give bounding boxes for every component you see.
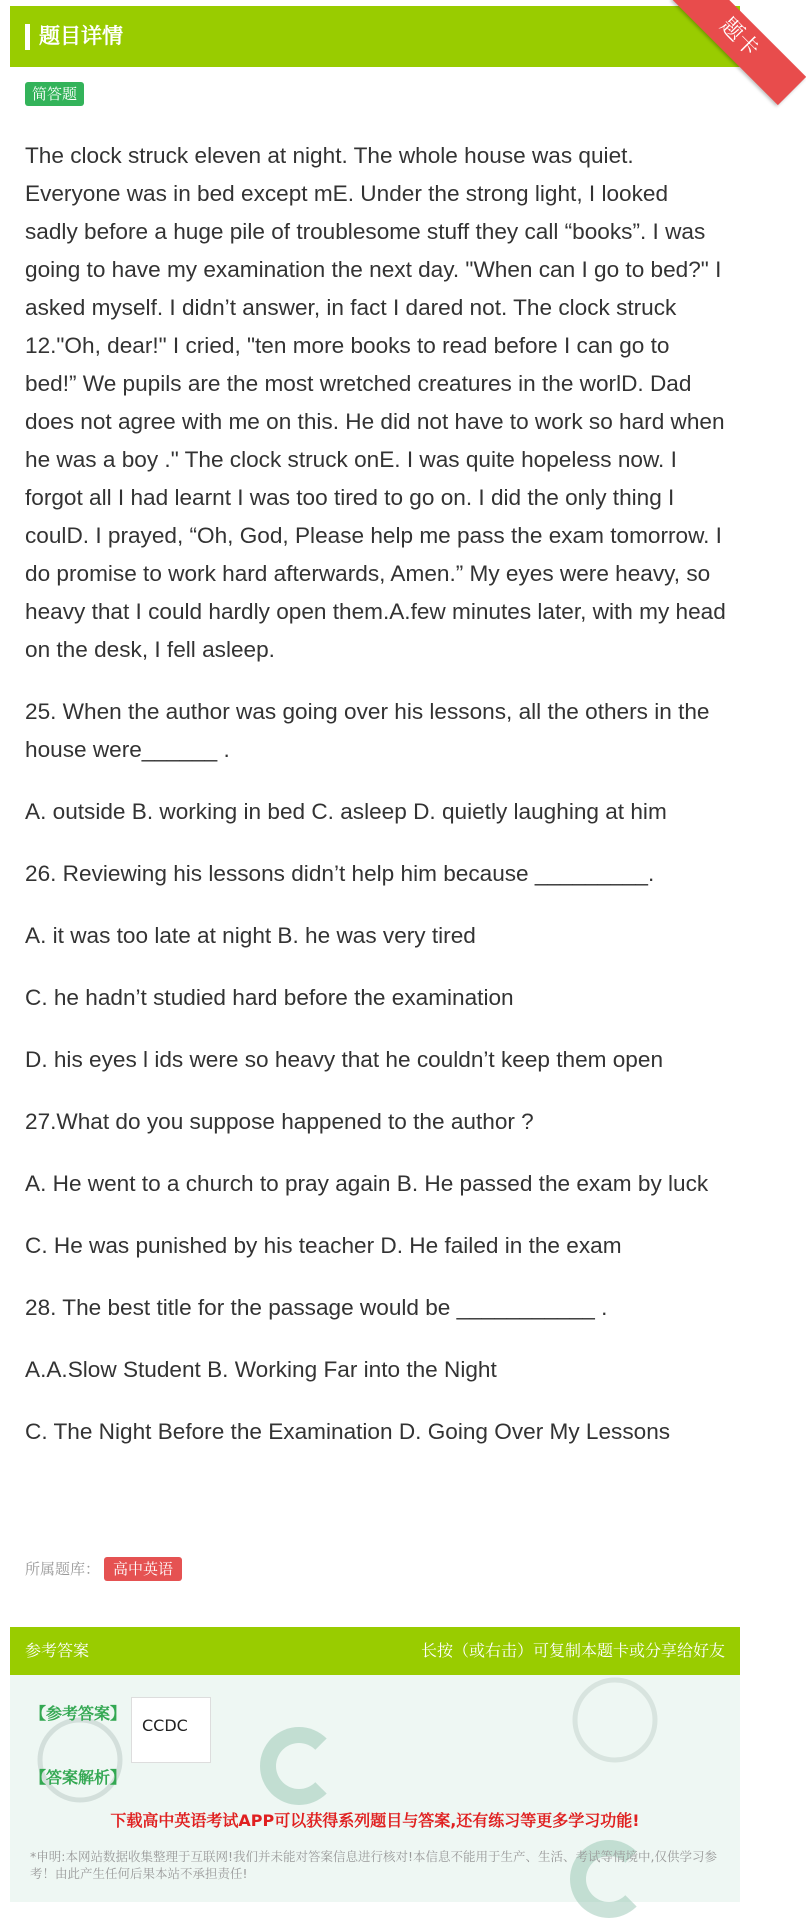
question-26-option-d: D. his eyes l ids were so heavy that he couldn’t keep them open [25, 1047, 664, 1072]
header-accent-mark [25, 24, 30, 50]
question-28-options-ab: A.A.Slow Student B. Working Far into the Night [25, 1357, 497, 1382]
answer-image [131, 1697, 211, 1763]
question-25: 25. When the author was going over his lessons, all the others in the house were______ . [25, 699, 710, 762]
question-27-options-ab: A. He went to a church to pray again B. He passed the exam by luck [25, 1171, 709, 1196]
disclaimer-text: *申明:本网站数据收集整理于互联网!我们并未能对答案信息进行核对!本信息不能用于生产、生活、考试等情境中,仅供学习参考！由此产生任何后果本站不承担责任! [30, 1849, 717, 1881]
source-label: 所属题库： [25, 1560, 101, 1578]
passage-text: The clock struck eleven at night. The whole house was quiet. Everyone was in bed except mE. Under the strong light, I looked sadly before a huge pile of troublesome stuff they call “books”. I was going to have my examination the next day. "When can I go to bed?" I asked myself. I didn’t answer, in fact I dared not. The clock struck 12."Oh, dear!" I cried, "ten more books to read before I can go to bed!” We pupils are the most wretched creatures in the worlD. Dad does not agree with me on this. He did not have to work so hard when he was a boy ." The clock struck onE. I was quite hopeless now. I forgot all I had learnt I was too tired to go on. I did the only thing I coulD. I prayed, “Oh, God, Please help me pass the exam tomorrow. I do promise to work hard afterwards, Amen.” My eyes were heavy, so heavy that I could hardly open them.A.few minutes later, with my head on the desk, I fell asleep. [25, 143, 726, 662]
answer-analysis-label: 【答案解析】 [30, 1768, 127, 1787]
watermark-stamp-icon [570, 1675, 660, 1765]
answer-bar-hint: 长按（或右击）可复制本题卡或分享给好友 [420, 1641, 725, 1660]
source-bank-link[interactable]: 高中英语 [104, 1557, 182, 1581]
question-27-options-cd: C. He was punished by his teacher D. He failed in the exam [25, 1233, 622, 1258]
question-27: 27.What do you suppose happened to the author ? [25, 1109, 534, 1134]
answer-image-text: CCDC [142, 1716, 188, 1735]
answer-panel [10, 1675, 740, 1902]
header-bar [10, 6, 740, 67]
question-26-option-c: C. he hadn’t studied hard before the examination [25, 985, 514, 1010]
watermark-stamp-icon [35, 1715, 125, 1805]
reference-answer-label: 【参考答案】 [30, 1704, 127, 1723]
page-title: 题目详情 [39, 24, 123, 48]
question-25-options: A. outside B. working in bed C. asleep D. quietly laughing at him [25, 799, 667, 824]
question-card-ribbon[interactable] [654, 0, 764, 96]
question-source [25, 1556, 182, 1582]
question-type-badge: 简答题 [25, 82, 84, 106]
answer-bar-title: 参考答案 [25, 1641, 90, 1660]
question-26-options-ab: A. it was too late at night B. he was very tired [25, 923, 476, 948]
question-28: 28. The best title for the passage would be ___________ . [25, 1295, 608, 1320]
question-28-options-cd: C. The Night Before the Examination D. Going Over My Lessons [25, 1419, 671, 1444]
ribbon-label: 题卡 [714, 13, 764, 63]
watermark-swirl-icon [260, 1727, 338, 1805]
answer-bar [10, 1627, 740, 1675]
app-download-promo[interactable]: 下载高中英语考试APP可以获得系列题目与答案,还有练习等更多学习功能! [110, 1811, 640, 1830]
question-26: 26. Reviewing his lessons didn’t help him because _________. [25, 861, 655, 886]
question-content [25, 137, 727, 1475]
